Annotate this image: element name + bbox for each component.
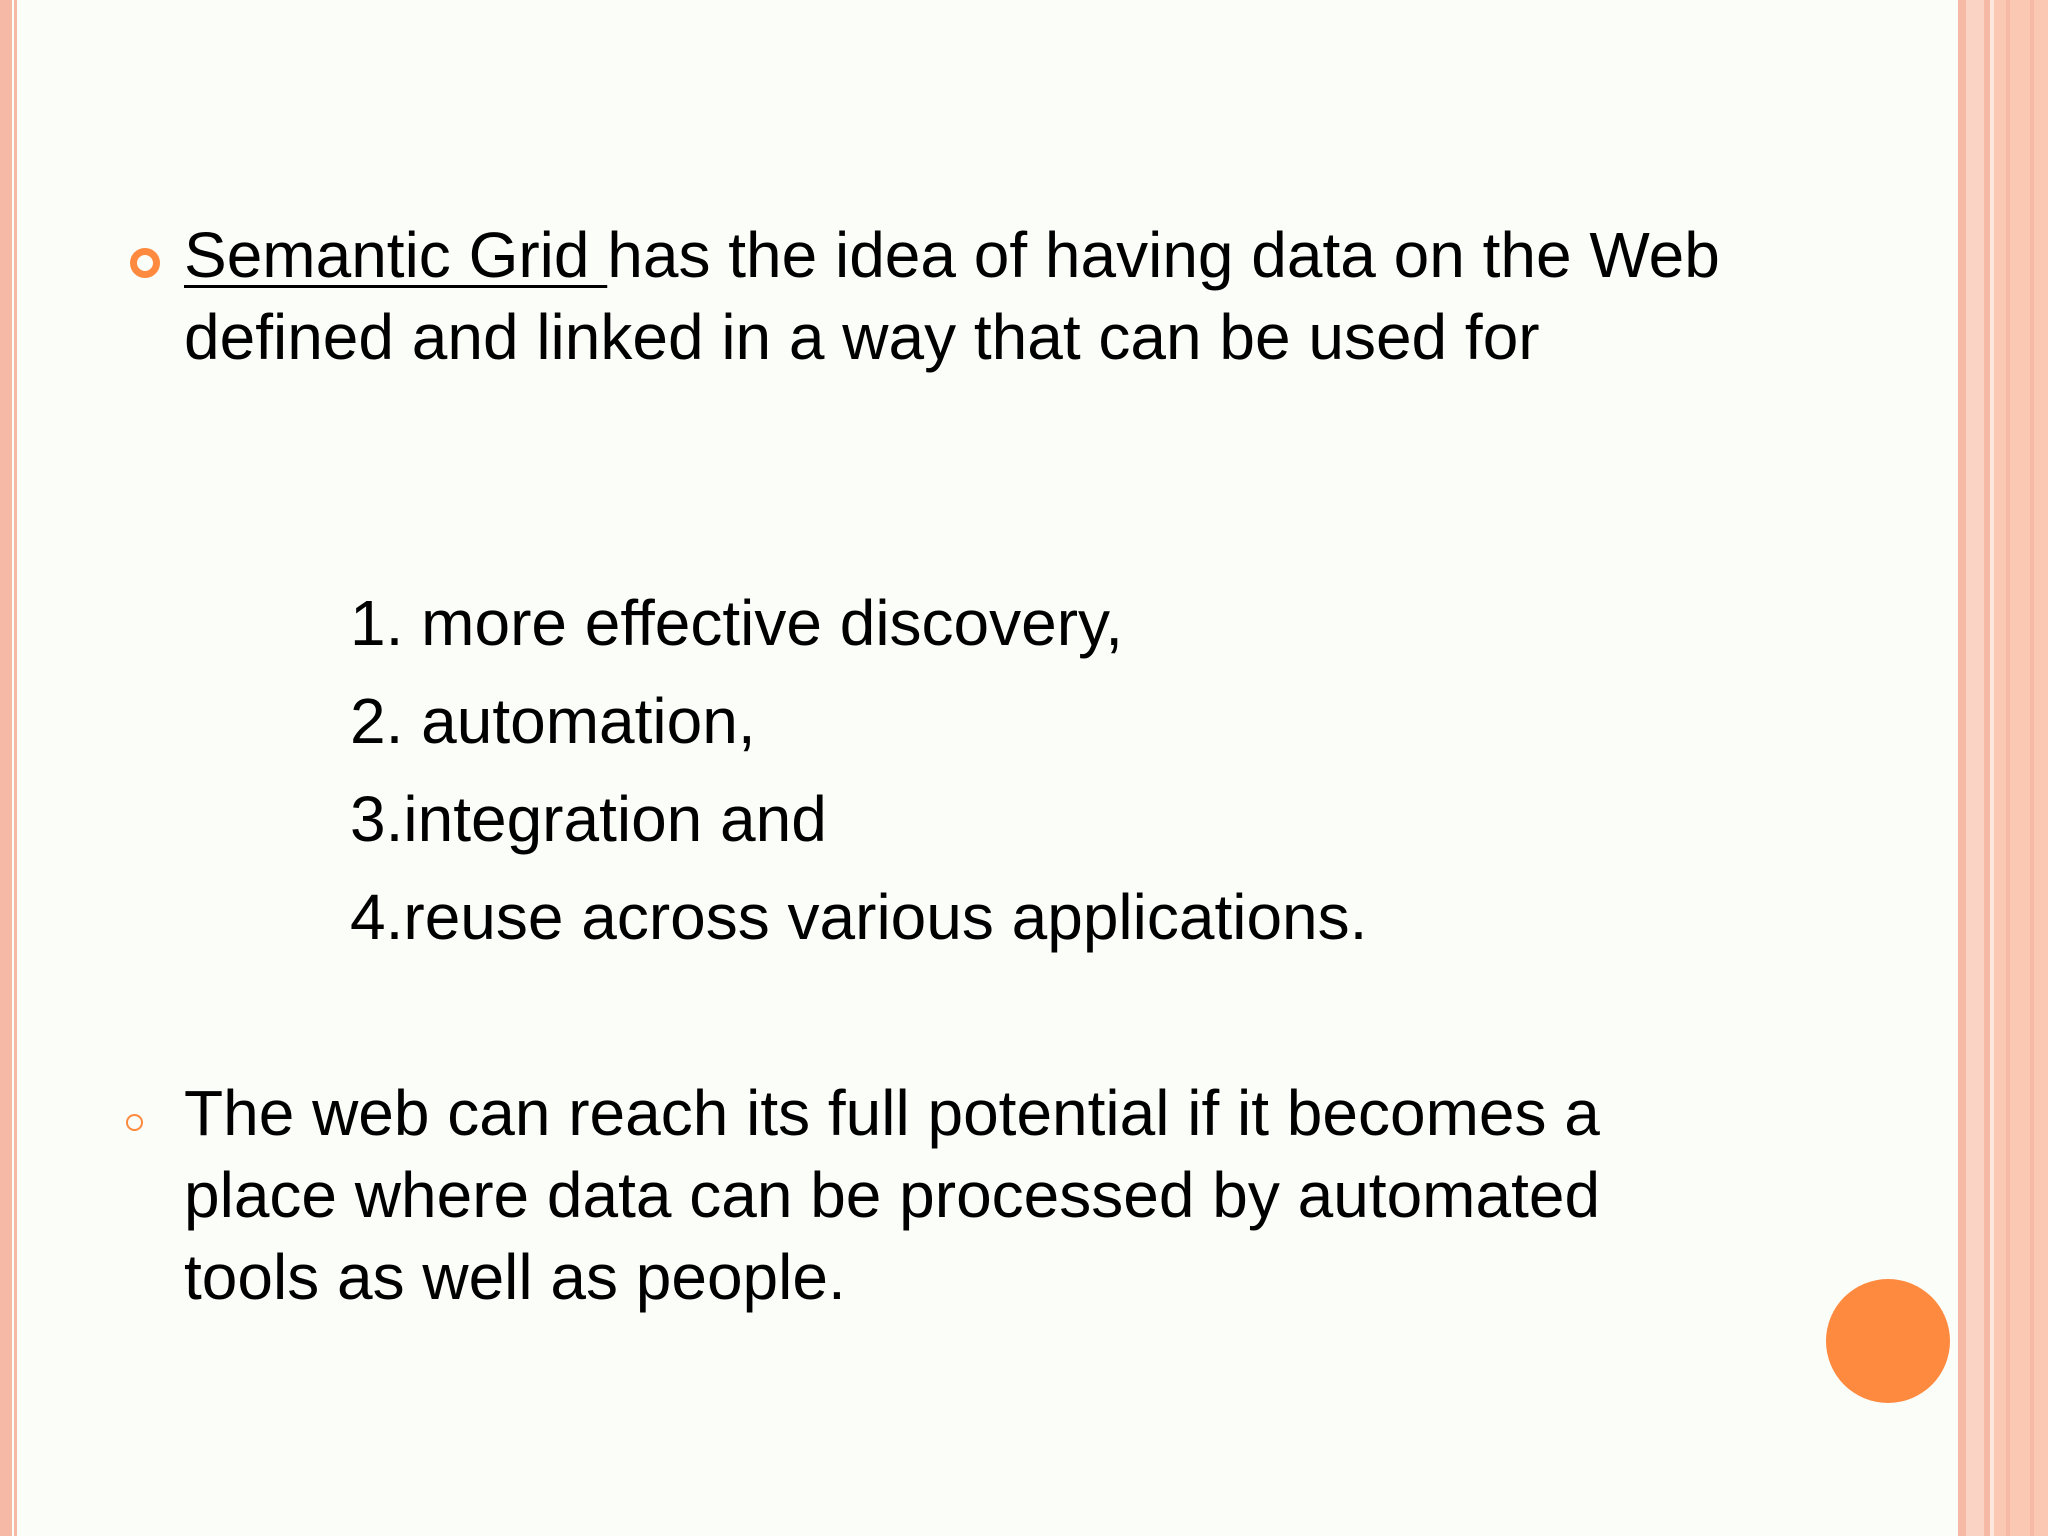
right-border-stripe bbox=[2006, 0, 2010, 1536]
left-border-line bbox=[14, 0, 17, 1536]
bullet-ring-icon bbox=[130, 248, 160, 278]
right-border-stripe bbox=[2030, 0, 2034, 1536]
left-border bbox=[0, 0, 12, 1536]
bullet-paragraph-1 bbox=[184, 214, 1744, 378]
right-border-stripe bbox=[1958, 0, 1966, 1536]
semantic-grid-term: Semantic Grid bbox=[184, 219, 608, 291]
right-border-stripe bbox=[1994, 0, 2048, 1536]
orange-circle-decoration bbox=[1826, 1279, 1950, 1403]
right-border-stripe bbox=[1966, 0, 1984, 1536]
bullet-small-ring-icon bbox=[126, 1114, 143, 1131]
list-item: 4.reuse across various applications. bbox=[350, 881, 1368, 953]
list-item: 3.integration and bbox=[350, 783, 827, 855]
list-item: 2. automation, bbox=[350, 685, 756, 757]
list-item: 1. more effective discovery, bbox=[350, 587, 1124, 659]
numbered-list bbox=[350, 574, 1367, 966]
bullet-1-text: has the idea of having data on the Web defined and linked in a way that can be used for bbox=[184, 219, 1720, 373]
bullet-paragraph-2: The web can reach its full potential if it becomes a place where data can be processed by automated tools as well as people. bbox=[184, 1077, 1601, 1313]
